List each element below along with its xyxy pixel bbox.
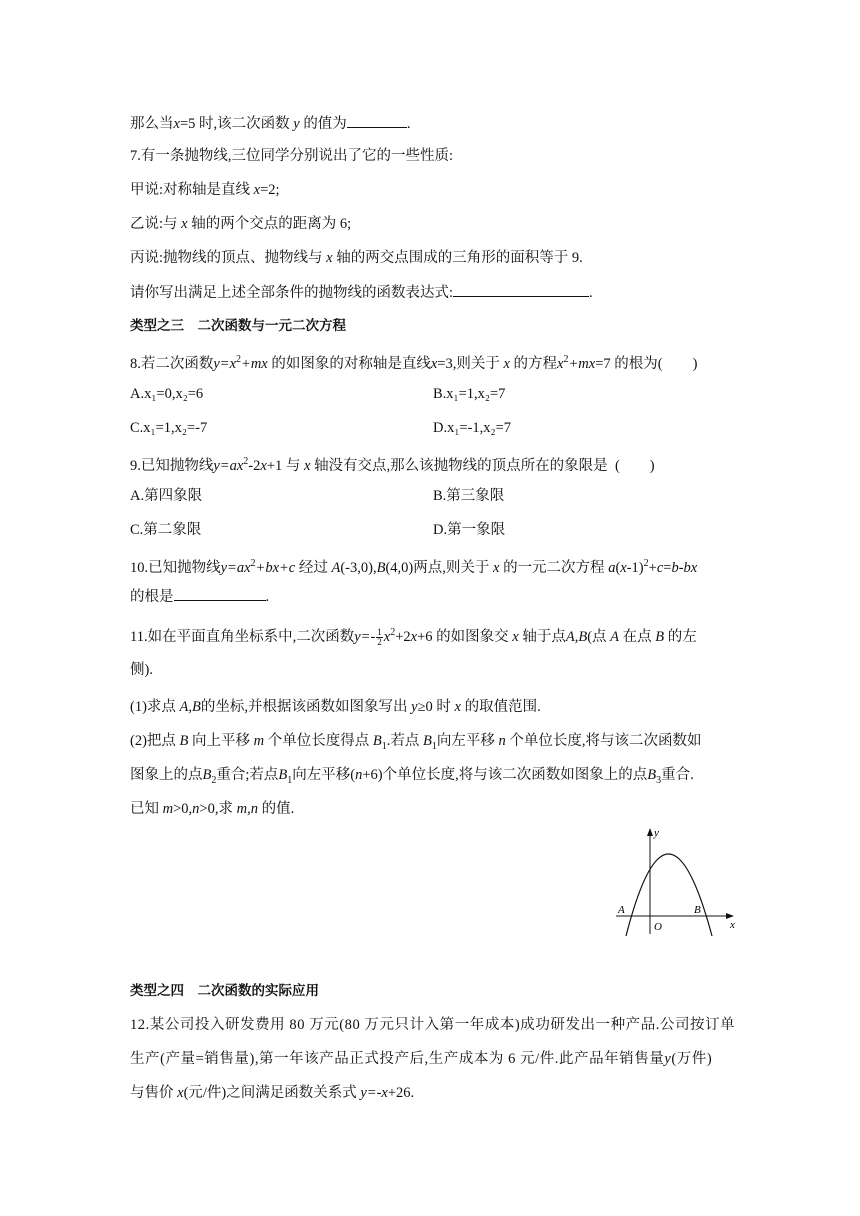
parabola-figure [612,822,742,938]
answer-blank[interactable] [453,282,589,297]
label-b: B [694,904,701,916]
section-heading-3: 类型之三 二次函数与一元二次方程 [130,318,346,334]
answer-blank[interactable] [347,113,407,128]
q9-option-a[interactable]: A.第四象限 [130,488,203,504]
label-y: y [654,827,659,839]
q8-option-d[interactable]: D.x₁=-1,x₂=7 [433,420,512,436]
answer-blank[interactable] [174,586,266,601]
q9-option-d[interactable]: D.第一象限 [433,522,506,538]
q8-option-c[interactable]: C.x₁=1,x₂=-7 [130,420,208,436]
q8-option-b[interactable]: B.x₁=1,x₂=7 [433,386,506,402]
q9-option-b[interactable]: B.第三象限 [433,488,505,504]
q12-line2: 生产(产量=销售量),第一年该产品正式投产后,生产成本为 6 元/件.此产品年销售量y(万件) [130,1051,713,1067]
q11-part1: (1)求点 A,B的坐标,并根据该函数如图象写出 y≥0 时 x 的取值范围. [130,699,541,715]
section-heading-4: 类型之四 二次函数的实际应用 [130,983,319,999]
q8-stem: 8.若二次函数$y=x^2+mx$ 的如图象的对称轴是直线x=3,则关于 x 的方程$x^2+mx=7$ 的根为( ) [130,354,698,372]
parabola-curve [626,854,712,936]
q12-line3: 与售价 x(元/件)之间满足函数关系式 y=-x+26. [130,1085,415,1101]
q11-stem-cont: 侧). [130,662,153,678]
q11-part2-line1: (2)把点 B 向上平移 m 个单位长度得点 $B_1$.若点 $B_1$向左平移 n 个单位长度,将与该二次函数如 [130,733,702,752]
q7-jia: 甲说:对称轴是直线 x=2; [130,182,280,198]
label-x: x [730,919,735,931]
q11-stem: 11.如在平面直角坐标系中,二次函数y=- $\frac{1}{2}$ $x^2+2x+6$ 的如图象交 x 轴于点A,B(点 A 在点 B 的左 [130,627,697,647]
q7-stem: 7.有一条抛物线,三位同学分别说出了它的一些性质: [130,148,454,164]
q7-yi: 乙说:与 x 轴的两个交点的距离为 6; [130,216,352,232]
q10-stem: 10.已知抛物线$y=ax^2+bx+c$ 经过 A(-3,0),B(4,0)两点,则关于 x 的一元二次方程 $a(x-1)^2+c=b-bx$ [130,558,698,576]
label-a: A [618,904,625,916]
label-origin: O [654,921,662,933]
fraction-one-half: $\frac{1}{2}$ [377,627,382,647]
q9-option-c[interactable]: C.第二象限 [130,522,202,538]
q11-part2-line3: 已知 m>0,n>0,求 m,n 的值. [130,801,295,817]
q9-stem: 9.已知抛物线$y=ax^2-2x+1$ 与 x 轴没有交点,那么该抛物线的顶点所在的象限是 ( ) [130,456,655,474]
q7-ask: 请你写出满足上述全部条件的抛物线的函数表达式: . [130,282,593,303]
q8-option-a[interactable]: A.x₁=0,x₂=6 [130,386,204,402]
q12-line1: 12.某公司投入研发费用 80 万元(80 万元只计入第一年成本)成功研发出一种产品.公司按订单 [130,1017,736,1033]
line-q6-end: 那么当x=5 时,该二次函数 y 的值为 . [130,113,410,134]
y-axis-arrow-icon [647,828,653,836]
q11-part2-line2: 图象上的点$B_2$重合;若点$B_1$向左平移(n+6)个单位长度,将与该二次函数如图象上的点$B_3$重合. [130,767,694,786]
q7-bing: 丙说:抛物线的顶点、抛物线与 x 轴的两交点围成的三角形的面积等于 9. [130,250,583,266]
q10-answer-line: 的根是 . [130,586,269,607]
